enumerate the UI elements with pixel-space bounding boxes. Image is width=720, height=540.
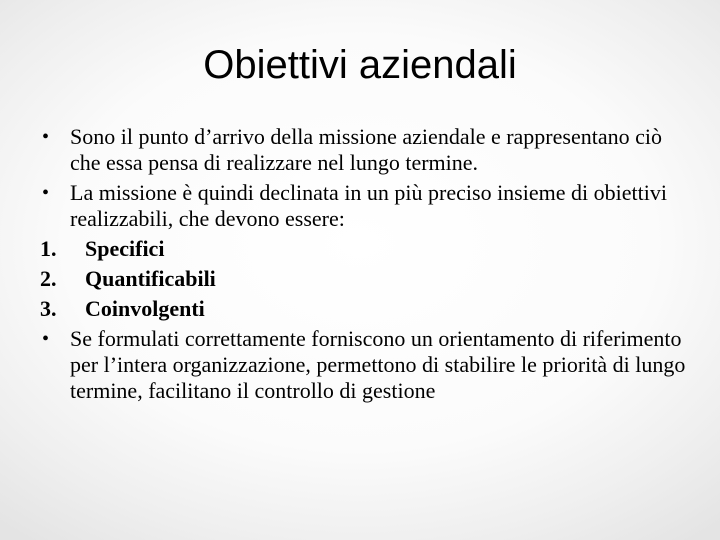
bullet-marker: • <box>42 182 50 204</box>
slide-title: Obiettivi aziendali <box>203 43 517 87</box>
number-marker: 1. <box>40 236 57 261</box>
bullet-marker: • <box>42 328 50 350</box>
slide-body-list <box>40 124 690 408</box>
list-item <box>40 236 690 262</box>
list-item <box>40 180 690 232</box>
list-item-text: Coinvolgenti <box>85 296 205 321</box>
number-marker: 2. <box>40 266 57 291</box>
list-item <box>40 124 690 176</box>
number-marker: 3. <box>40 296 57 321</box>
list-item-text: Sono il punto d’arrivo della missione aziendale e rappresentano ciò che essa pensa di realizzare nel lungo termine. <box>70 124 662 175</box>
list-item <box>40 326 690 404</box>
list-item-text: La missione è quindi declinata in un più preciso insieme di obiettivi realizzabili, che devono essere: <box>70 180 667 231</box>
list-item <box>40 296 690 322</box>
list-item-text: Specifici <box>85 236 165 261</box>
list-item <box>40 266 690 292</box>
list-item-text: Quantificabili <box>85 266 216 291</box>
bullet-marker: • <box>42 126 50 148</box>
list-item-text: Se formulati correttamente forniscono un orientamento di riferimento per l’intera organizzazione, permettono di stabilire le priorità di lungo termine, facilitano il controllo di gestione <box>70 326 686 403</box>
